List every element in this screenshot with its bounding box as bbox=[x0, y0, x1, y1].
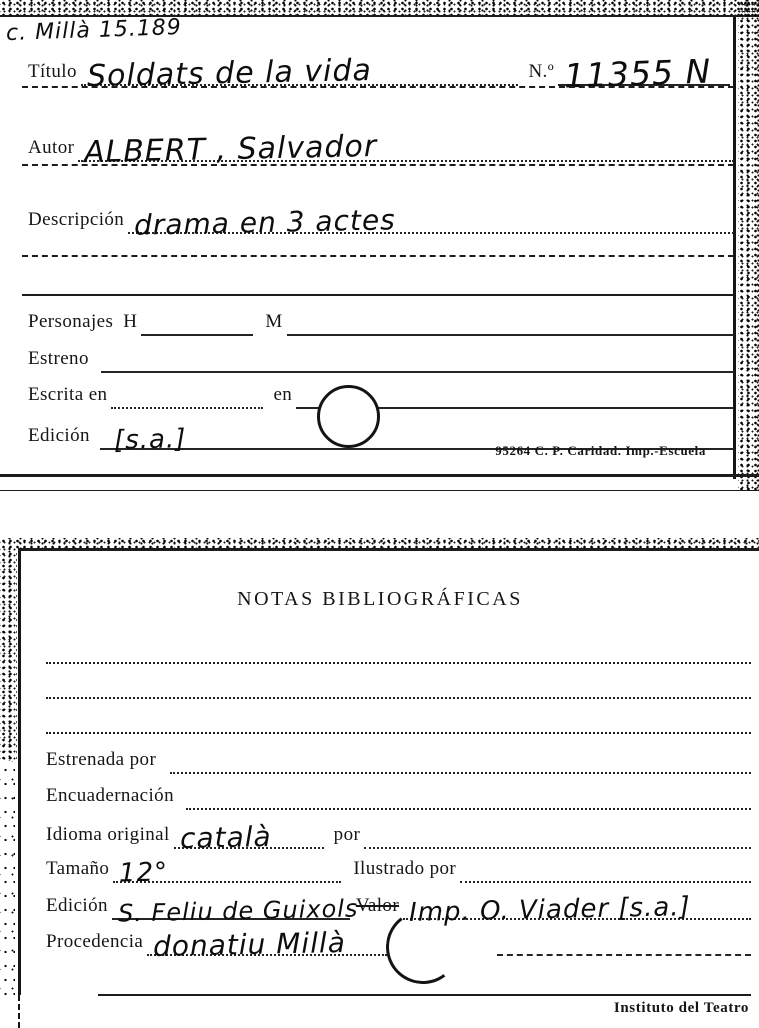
estrenada-por-label: Estrenada por bbox=[46, 749, 157, 771]
card-front-bottom-border bbox=[0, 474, 759, 477]
autor-row bbox=[28, 122, 734, 171]
estreno-row bbox=[28, 343, 734, 373]
personajes-row bbox=[28, 306, 734, 336]
titulo-line bbox=[81, 53, 519, 94]
escrita-en-row bbox=[28, 379, 734, 409]
card-back-left-border bbox=[18, 551, 21, 995]
procedencia-line bbox=[147, 925, 387, 964]
card-front-bottom-border-2 bbox=[0, 490, 759, 491]
numero-value: 11355 N bbox=[563, 51, 712, 96]
notes-blank-line-3 bbox=[46, 732, 751, 734]
ilustrado-line bbox=[460, 881, 751, 883]
edicion-back-value: S. Feliu de Guixols bbox=[117, 894, 359, 928]
card-back-left-border-lower bbox=[18, 995, 20, 1028]
ilustrado-label: Ilustrado por bbox=[353, 858, 457, 880]
idioma-line bbox=[174, 819, 324, 855]
edicion-value: [s.a.] bbox=[113, 424, 187, 456]
descripcion-row bbox=[28, 194, 734, 242]
procedencia-value: donatiu Millà bbox=[152, 925, 347, 964]
idioma-row bbox=[46, 813, 751, 855]
scan-edge-top bbox=[0, 0, 759, 15]
autor-line bbox=[78, 128, 734, 171]
notas-heading: NOTAS BIBLIOGRÁFICAS bbox=[237, 588, 523, 610]
rule-after-titulo bbox=[22, 86, 734, 88]
valor-label: Valor bbox=[355, 895, 400, 917]
titulo-label: Título bbox=[28, 61, 77, 83]
descripcion-value: drama en 3 actes bbox=[133, 203, 397, 242]
card-back-bottom-rule bbox=[98, 994, 751, 996]
personajes-label: Personajes bbox=[28, 311, 114, 333]
personajes-h-line bbox=[141, 334, 253, 336]
scan-edge-left-sparse bbox=[0, 761, 15, 1001]
procedencia-label: Procedencia bbox=[46, 931, 144, 953]
blank-rule-2 bbox=[22, 294, 734, 296]
estrenada-por-line bbox=[170, 772, 751, 774]
valor-value: Imp. O. Viader [s.a.] bbox=[408, 892, 692, 928]
institution-imprint: Instituto del Teatro bbox=[613, 1000, 749, 1016]
encuadernacion-row bbox=[46, 780, 751, 810]
tamano-row bbox=[46, 849, 751, 889]
idioma-label: Idioma original bbox=[46, 824, 170, 846]
autor-label: Autor bbox=[28, 137, 75, 159]
call-number-text: c. Millà 15.189 bbox=[5, 14, 183, 47]
idioma-value: català bbox=[179, 820, 272, 855]
circular-stamp-outline bbox=[317, 385, 380, 448]
numero-label: N.º bbox=[528, 61, 554, 83]
estreno-label: Estreno bbox=[28, 348, 89, 370]
encuadernacion-line bbox=[186, 808, 751, 810]
autor-value: ALBERT , Salvador bbox=[83, 128, 378, 171]
valor-line bbox=[403, 892, 751, 928]
scan-edge-right bbox=[738, 0, 759, 490]
titulo-value: Soldats de la vida bbox=[86, 53, 373, 94]
encuadernacion-label: Encuadernación bbox=[46, 785, 174, 807]
descripcion-label: Descripción bbox=[28, 209, 125, 231]
notes-blank-line-1 bbox=[46, 662, 751, 664]
numero-line bbox=[558, 51, 730, 96]
rule-after-autor bbox=[22, 164, 734, 166]
notes-blank-line-2 bbox=[46, 697, 751, 699]
scan-edge-left bbox=[0, 551, 17, 761]
estreno-line bbox=[101, 371, 734, 373]
procedencia-extra-line bbox=[497, 954, 751, 956]
card-back-top-border bbox=[18, 548, 759, 551]
edicion-back-row bbox=[46, 884, 751, 928]
escrita-en-label: Escrita en bbox=[28, 384, 108, 406]
tamano-value: 12° bbox=[119, 857, 169, 889]
estrenada-por-row bbox=[46, 744, 751, 774]
blank-rule-1 bbox=[22, 255, 734, 257]
printer-imprint: 95264 C. P. Caridad. Imp.-Escuela bbox=[495, 443, 706, 458]
personajes-m-label: M bbox=[265, 311, 283, 333]
personajes-h-label: H bbox=[123, 311, 138, 333]
call-number-annotation bbox=[5, 14, 183, 47]
edicion-back-label: Edición bbox=[46, 895, 108, 917]
escrita-en-en-label: en bbox=[273, 384, 293, 406]
edicion-label: Edición bbox=[28, 425, 90, 447]
tamano-label: Tamaño bbox=[46, 858, 110, 880]
titulo-row bbox=[28, 48, 730, 96]
idioma-por-label: por bbox=[333, 824, 361, 846]
descripcion-line bbox=[128, 203, 734, 242]
personajes-m-line bbox=[287, 334, 734, 336]
escrita-en-line bbox=[111, 407, 263, 409]
tamano-line bbox=[113, 855, 341, 889]
edicion-back-line bbox=[112, 894, 359, 928]
